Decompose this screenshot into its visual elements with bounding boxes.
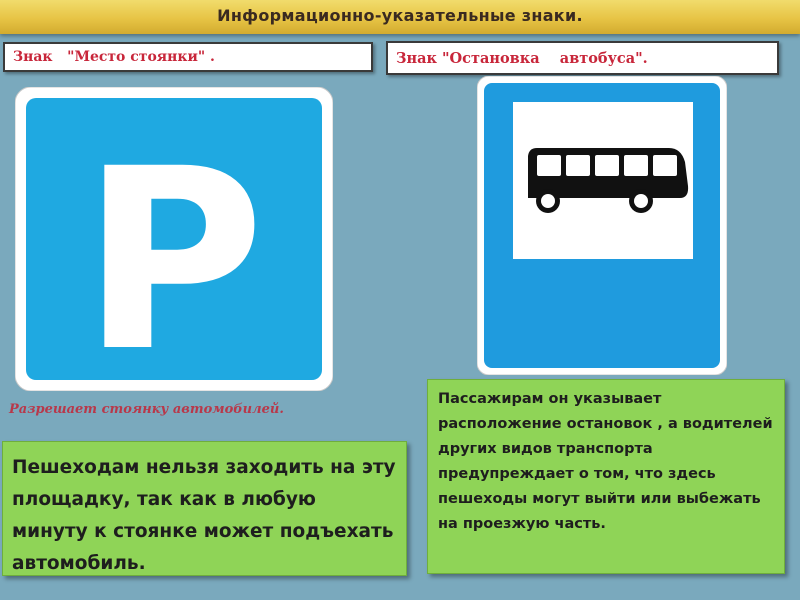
parking-sign-label: Знак "Место стоянки" . [3, 42, 373, 72]
bus-stop-sign-icon [477, 76, 727, 375]
parking-letter: P [81, 115, 265, 391]
header-bar [0, 0, 800, 34]
parking-caption: Разрешает стоянку автомобилей. [9, 402, 284, 417]
bus-stop-sign-label: Знак "Остановка автобуса". [386, 41, 779, 75]
slide-title: Информационно-указательные знаки. [217, 6, 583, 25]
passengers-note: Пассажирам он указывает расположение остановок , а водителей других видов транспорта предупреждает о том, что здесь пешеходы могут выйти или выбежать на проезжую часть. [427, 379, 785, 574]
pedestrians-note: Пешеходам нельзя заходить на эту площадку, так как в любую минуту к стоянке может подъехать автомобиль. [2, 441, 407, 576]
parking-sign-icon [15, 87, 333, 391]
